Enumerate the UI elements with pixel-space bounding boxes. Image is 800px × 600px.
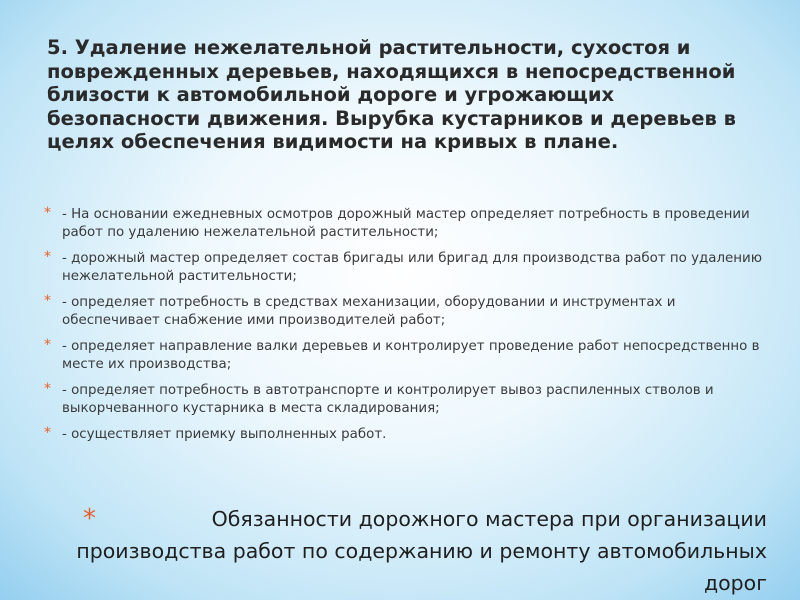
star-bullet-icon: * — [44, 381, 51, 397]
star-bullet-icon: * — [44, 293, 51, 309]
list-item — [44, 250, 774, 285]
list-item — [44, 338, 774, 373]
list-item — [44, 426, 774, 444]
star-bullet-icon: * — [83, 504, 96, 534]
bullet-text: - На основании ежедневных осмотров дорожный мастер определяет потребность в проведении работ по удалению нежелательной растительности; — [62, 207, 750, 240]
bullet-text: - дорожный мастер определяет состав бригады или бригад для производства работ по удалению нежелательной растительности; — [62, 251, 763, 284]
footer-text: Обязанности дорожного мастера при организации производства работ по содержанию и ремонту автомобильных дорог — [76, 507, 767, 595]
star-bullet-icon: * — [44, 337, 51, 353]
slide-heading: 5. Удаление нежелательной растительности, сухостоя и поврежденных деревьев, находящихся в непосредственной близости к автомобильной дороге и угрожающих безопасности движения. Вырубка кустарников и деревьев в целях обеспечения видимости на кривых в плане. — [47, 36, 736, 153]
list-item — [44, 382, 774, 417]
star-bullet-icon: * — [44, 205, 51, 221]
bullet-text: - определяет потребность в автотранспорте и контролирует вывоз распиленных стволов и выкорчеванного кустарника в места складирования; — [62, 383, 714, 416]
bullet-text: - определяет направление валки деревьев и контролирует проведение работ непосредственно в месте их производства; — [62, 339, 760, 372]
list-item — [44, 294, 774, 329]
list-item — [44, 206, 774, 241]
bullet-text: - осуществляет приемку выполненных работ. — [62, 427, 387, 442]
slide-footer-title — [75, 503, 767, 599]
bullet-list — [44, 206, 774, 453]
star-bullet-icon: * — [44, 425, 51, 441]
bullet-text: - определяет потребность в средствах механизации, оборудовании и инструментах и обеспечивает снабжение ими производителей работ; — [62, 295, 676, 328]
star-bullet-icon: * — [44, 249, 51, 265]
